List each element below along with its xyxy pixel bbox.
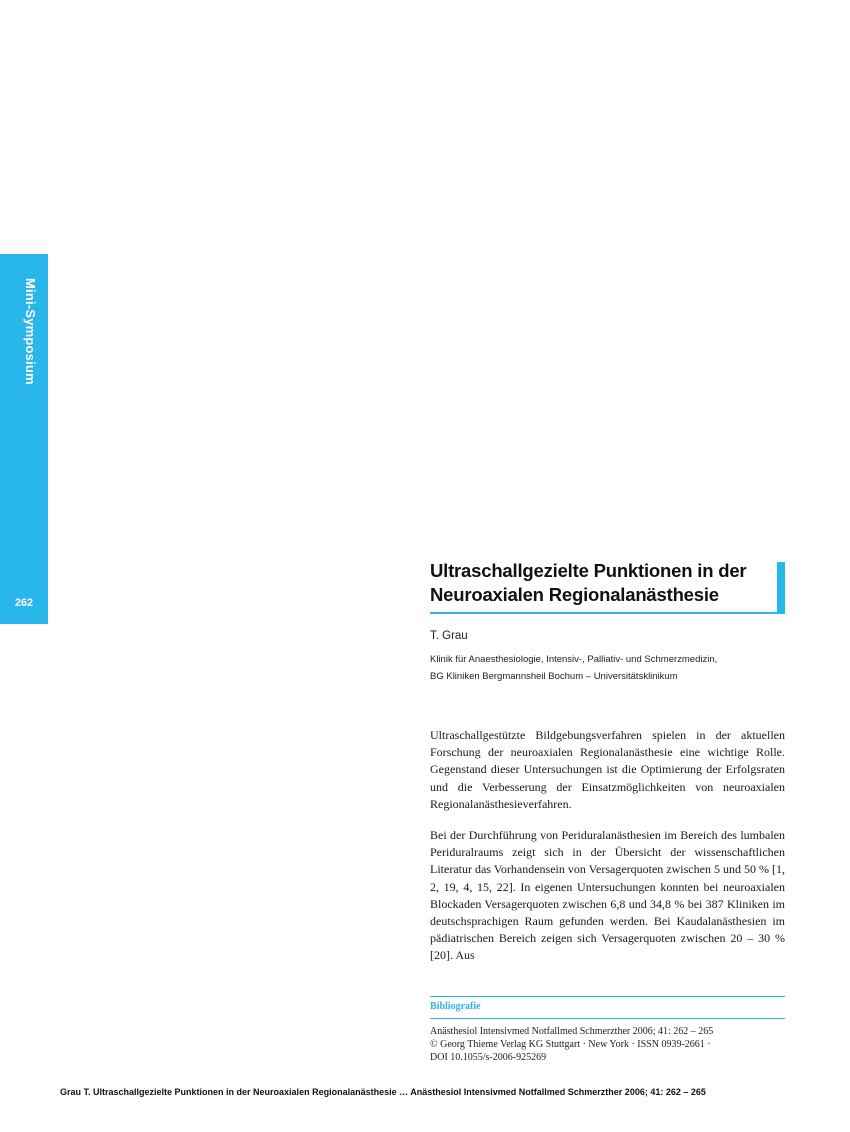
page-number: 262 [14, 597, 34, 609]
article-title-block [430, 559, 785, 614]
affiliation-line-1: Klinik für Anaesthesiologie, Intensiv-, Palliativ- und Schmerzmedizin, [430, 654, 718, 665]
author-name: T. Grau [430, 630, 468, 642]
body-paragraph-2: Bei der Durchführung von Periduralanästhesien im Bereich des lumbalen Periduralraums zeigt sich in der Übersicht der wissenschaftlichen Literatur das Vorhandensein von Versagerquoten zwischen 5 und 50 % [1, 2, 19, 4, 15, 22]. In eigenen Untersuchungen konnten bei neuroaxialen Blockaden Versagerquoten zwischen 6,8 und 34,8 % bei 387 Kliniken im deutschsprachigen Raum gefunden werden. Bei Kaudalanästhesien im pädiatrischen Bereich zeigen sich Versagerquoten zwischen 20 – 30 % [20]. Aus [430, 828, 785, 963]
page-footer-citation: Grau T. Ultraschallgezielte Punktionen in der Neuroaxialen Regionalanästhesie … Anästhesiol Intensivmed Notfallmed Schmerzther 2006; 41: 262 – 265 [60, 1087, 706, 1097]
bibliography-publisher: © Georg Thieme Verlag KG Stuttgart · New York · ISSN 0939-2661 · [430, 1039, 711, 1050]
article-title-line-2: Neuroaxialen Regionalanästhesie [430, 584, 719, 605]
bibliography-citation: Anästhesiol Intensivmed Notfallmed Schmerzther 2006; 41: 262 – 265 [430, 1026, 714, 1037]
bibliography-bottom-rule [430, 1018, 785, 1019]
bibliography-top-rule [430, 996, 785, 997]
affiliation-line-2: BG Kliniken Bergmannsheil Bochum – Universitätsklinikum [430, 671, 678, 682]
bibliography-doi: DOI 10.1055/s-2006-925269 [430, 1052, 547, 1063]
section-label: Mini-Symposium [23, 278, 38, 385]
bibliography-heading: Bibliografie [430, 1001, 481, 1012]
title-accent-bar [777, 562, 785, 612]
article-title-line-1: Ultraschallgezielte Punktionen in der [430, 560, 747, 581]
body-paragraph-1: Ultraschallgestützte Bildgebungsverfahren spielen in der aktuellen Forschung der neuroaxialen Regionalanästhesie eine wichtige Rolle. Gegenstand dieser Untersuchungen ist die Optimierung der Erfolgsraten und die Verbesserung der Einsatzmöglichkeiten von neuroaxialen Regionalanästhesieverfahren. [430, 728, 785, 811]
article-title [430, 559, 775, 607]
